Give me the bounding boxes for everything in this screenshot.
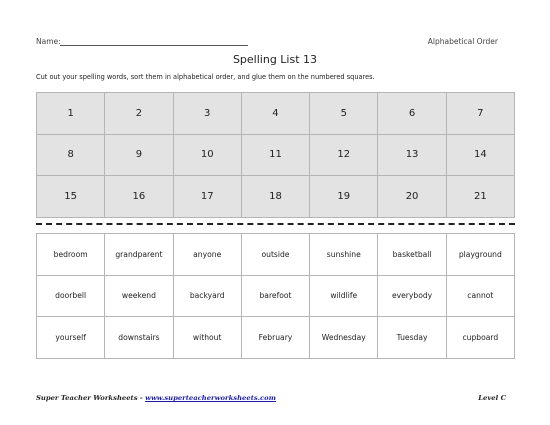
number-square: 19 (310, 176, 378, 218)
word-card: playground (447, 234, 515, 276)
number-square: 4 (242, 93, 310, 135)
number-square: 8 (37, 135, 105, 177)
word-card: backyard (174, 276, 242, 318)
number-square: 9 (105, 135, 173, 177)
word-card: wildlife (310, 276, 378, 318)
spelling-words-grid (36, 233, 515, 359)
word-card: barefoot (242, 276, 310, 318)
numbered-squares-grid (36, 92, 515, 218)
word-card: Wednesday (310, 317, 378, 359)
word-card: outside (242, 234, 310, 276)
footer-credit (36, 394, 276, 402)
footer-brand: Super Teacher Worksheets (36, 394, 138, 402)
footer (36, 394, 506, 406)
worksheet-type-label: Alphabetical Order (427, 37, 498, 46)
worksheet-header (36, 37, 498, 49)
number-square: 1 (37, 93, 105, 135)
number-square: 2 (105, 93, 173, 135)
word-card: bedroom (37, 234, 105, 276)
word-card: weekend (105, 276, 173, 318)
word-card: cupboard (447, 317, 515, 359)
word-card: cannot (447, 276, 515, 318)
number-square: 17 (174, 176, 242, 218)
number-square: 15 (37, 176, 105, 218)
word-card: February (242, 317, 310, 359)
number-square: 16 (105, 176, 173, 218)
footer-level: Level C (478, 394, 506, 402)
word-card: doorbell (37, 276, 105, 318)
word-card: Tuesday (378, 317, 446, 359)
number-square: 3 (174, 93, 242, 135)
number-square: 20 (378, 176, 446, 218)
instructions-text: Cut out your spelling words, sort them in alphabetical order, and glue them on the numbered squares. (36, 73, 375, 81)
word-card: basketball (378, 234, 446, 276)
number-square: 5 (310, 93, 378, 135)
word-card: without (174, 317, 242, 359)
word-card: everybody (378, 276, 446, 318)
name-label: Name: (36, 37, 61, 46)
number-square: 6 (378, 93, 446, 135)
number-square: 11 (242, 135, 310, 177)
word-card: downstairs (105, 317, 173, 359)
number-square: 21 (447, 176, 515, 218)
word-card: grandparent (105, 234, 173, 276)
word-card: yourself (37, 317, 105, 359)
number-square: 14 (447, 135, 515, 177)
footer-website-link[interactable]: www.superteacherworksheets.com (145, 394, 276, 402)
number-square: 7 (447, 93, 515, 135)
number-square: 18 (242, 176, 310, 218)
number-square: 10 (174, 135, 242, 177)
number-square: 12 (310, 135, 378, 177)
word-card: sunshine (310, 234, 378, 276)
name-line (60, 45, 248, 46)
number-square: 13 (378, 135, 446, 177)
word-card: anyone (174, 234, 242, 276)
footer-separator: - (137, 394, 146, 402)
cut-line (36, 223, 515, 225)
page-title: Spelling List 13 (232, 53, 318, 66)
